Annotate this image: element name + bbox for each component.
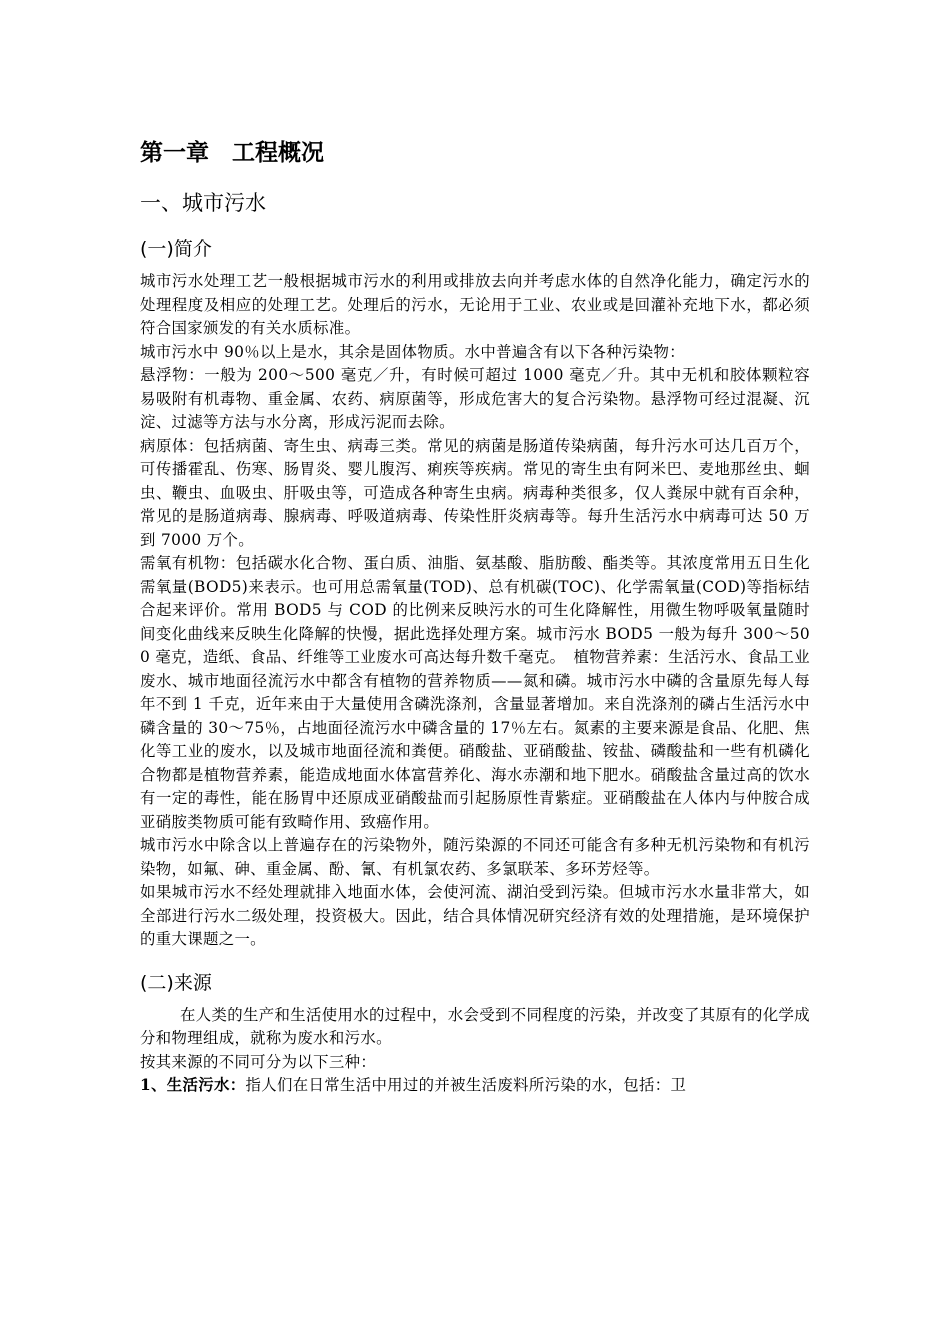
subsection-heading-sources: (二)来源: [140, 971, 212, 994]
paragraph-source-definition: 在人类的生产和生活使用水的过程中，水会受到不同程度的污染，并改变了其原有的化学成分和物理组成，就称为废水和污水。: [140, 1005, 810, 1047]
paragraph-organics-nutrients: 需氧有机物：包括碳水化合物、蛋白质、油脂、氨基酸、脂肪酸、酯类等。其浓度常用五日生化需氧量(BOD5)来表示。也可用总需氧量(TOD)、总有机碳(TOC)、化学需氧量(COD)等指标结合起来评价。常用 BOD5 与 COD 的比例来反映污水的可生化降解性，用微生物呼吸氧量随时间变化曲线来反映生化降解的快慢，据此选择处理方案。城市污水 BOD5 一般为每升 300～500 毫克，造纸、食品、纤维等工业废水可高达每升数千毫克。 植物营养素：生活污水、食品工业废水、城市地面径流污水中都含有植物的营养物质——氮和磷。城市污水中磷的含量原先每人每年不到 1 千克，近年来由于大量使用含磷洗涤剂，含量显著增加。来自洗涤剂的磷占生活污水中磷含量的 30～75％，占地面径流污水中磷含量的 17％左右。氮素的主要来源是食品、化肥、焦化等工业的废水，以及城市地面径流和粪便。硝酸盐、亚硝酸盐、铵盐、磷酸盐和一些有机磷化合物都是植物营养素，能造成地面水体富营养化、海水赤潮和地下肥水。硝酸盐含量过高的饮水有一定的毒性，能在肠胃中还原成亚硝酸盐而引起肠原性青紫症。亚硝酸盐在人体内与仲胺合成亚硝胺类物质可能有致畸作用、致癌作用。: [140, 554, 810, 831]
list-item-label: 1、生活污水：: [140, 1076, 246, 1094]
paragraph-source-categories: 按其来源的不同可分为以下三种：: [140, 1052, 377, 1071]
document-body: [140, 134, 810, 1098]
section-heading-urban-sewage: 一、城市污水: [140, 191, 266, 215]
paragraph-other-pollutants: 城市污水中除含以上普遍存在的污染物外，随污染源的不同还可能含有多种无机污染物和有机污染物，如氟、砷、重金属、酚、氰、有机氯农药、多氯联苯、多环芳烃等。: [140, 836, 810, 878]
paragraph-composition: 城市污水中 90％以上是水，其余是固体物质。水中普遍含有以下各种污染物：: [140, 342, 685, 361]
chapter-title: 第一章 工程概况: [140, 139, 324, 166]
paragraph-intro: 城市污水处理工艺一般根据城市污水的利用或排放去向并考虑水体的自然净化能力，确定污水的处理程度及相应的处理工艺。处理后的污水，无论用于工业、农业或是回灌补充地下水，都必须符合国家颁发的有关水质标准。: [140, 272, 810, 337]
paragraph-suspended-solids: 悬浮物：一般为 200～500 毫克／升，有时候可超过 1000 毫克／升。其中无机和胶体颗粒容易吸附有机毒物、重金属、农药、病原菌等，形成危害大的复合污染物。悬浮物可经过混凝、沉淀、过滤等方法与水分离，形成污泥而去除。: [140, 366, 810, 431]
paragraph-pathogens: 病原体：包括病菌、寄生虫、病毒三类。常见的病菌是肠道传染病菌，每升污水可达几百万个，可传播霍乱、伤寒、肠胃炎、婴儿腹泻、痢疾等疾病。常见的寄生虫有阿米巴、麦地那丝虫、蛔虫、鞭虫、血吸虫、肝吸虫等，可造成各种寄生虫病。病毒种类很多，仅人粪尿中就有百余种，常见的是肠道病毒、腺病毒、呼吸道病毒、传染性肝炎病毒等。每升生活污水中病毒可达 50 万到 7000 万个。: [140, 436, 810, 549]
list-item-text: 指人们在日常生活中用过的并被生活废料所污染的水，包括：卫: [245, 1076, 687, 1094]
subsection-heading-introduction: (一)简介: [140, 238, 212, 260]
list-item-domestic-sewage: [140, 1074, 810, 1098]
paragraph-treatment-importance: 如果城市污水不经处理就排入地面水体，会使河流、湖泊受到污染。但城市污水水量非常大，如全部进行污水二级处理，投资极大。因此，结合具体情况研究经济有效的处理措施，是环境保护的重大课题之一。: [140, 883, 810, 948]
